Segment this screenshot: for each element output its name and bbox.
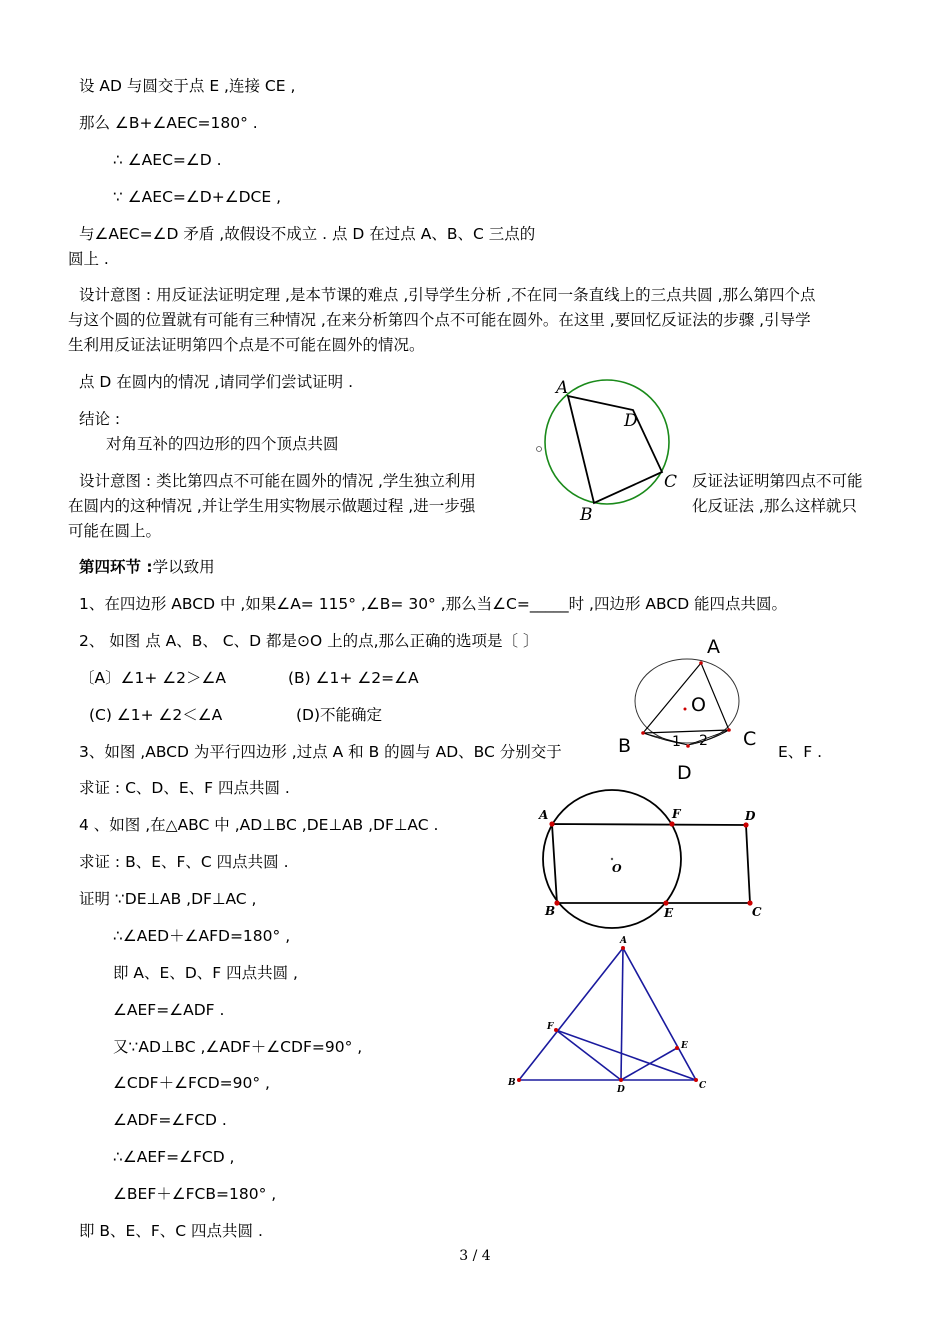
q4-proof-line-10: 即 B、E、F、C 四点共圆 .: [79, 1222, 263, 1240]
fig4-segment-df: [556, 1030, 621, 1080]
design-intent-1-line-3: 生利用反证法证明第四个点是不可能在圆外的情况。: [68, 336, 425, 354]
fig2-point-b: [641, 731, 645, 735]
question-2-option-d: (D)不能确定: [296, 706, 383, 724]
fig4-label-d: D: [617, 1085, 625, 1095]
fig3-label-b: B: [545, 904, 556, 918]
fig1-stray-mark: [537, 447, 542, 452]
design-intent-2-line-2: 在圆内的这种情况 ,并让学生用实物展示做题过程 ,进一步强: [68, 497, 476, 515]
fig3-label-a: A: [539, 808, 549, 822]
fig3-label-d: D: [745, 809, 756, 823]
question-4-prove: 求证 : B、E、F、C 四点共圆 .: [79, 853, 289, 871]
fig4-label-b: B: [508, 1078, 516, 1088]
fig4-label-a: A: [620, 936, 627, 946]
fig4-point-a: [621, 946, 625, 950]
figure-cyclic-quadrilateral: [530, 372, 680, 525]
proof-line-1: 设 AD 与圆交于点 E ,连接 CE ,: [79, 77, 296, 95]
fig3-center-o: [611, 858, 613, 860]
fig2-point-c: [727, 728, 731, 732]
fig4-point-d: [619, 1078, 623, 1082]
design-intent-2-line-1-right: 反证法证明第四点不可能: [692, 472, 863, 490]
proof-line-6: 圆上 .: [68, 250, 109, 268]
fig4-label-c: C: [699, 1081, 707, 1091]
fig2-label-2: 2: [699, 733, 708, 749]
fig4-point-b: [517, 1078, 521, 1082]
figure-triangle-altitude: [500, 930, 720, 1100]
design-intent-2-line-3: 可能在圆上。: [68, 522, 162, 540]
fig4-label-f: F: [547, 1022, 554, 1032]
design-intent-1-line-2: 与这个圆的位置就有可能有三种情况 ,在来分析第四个点不可能在圆外。在这里 ,要回忆反证法的步骤 ,引导学: [68, 311, 811, 329]
fig2-label-c: C: [743, 728, 757, 750]
q4-proof-line-6: ∠CDF＋∠FCD=90° ,: [113, 1074, 270, 1092]
question-3-stem: 3、如图 ,ABCD 为平行四边形 ,过点 A 和 B 的圆与 AD、BC 分别交于: [79, 743, 562, 761]
fig4-label-e: E: [681, 1041, 688, 1051]
question-2-option-a: 〔A〕∠1+ ∠2＞∠A: [79, 669, 227, 687]
fig2-center-o: [684, 708, 687, 711]
fig3-label-c: C: [752, 905, 762, 919]
fig2-label-1: 1: [672, 734, 681, 750]
fig3-point-b: [554, 900, 559, 905]
inside-case-text: 点 D 在圆内的情况 ,请同学们尝试证明 .: [79, 373, 353, 391]
fig2-label-a: A: [707, 636, 720, 658]
fig1-label-d: D: [624, 411, 638, 431]
section-4-subtitle: 学以致用: [152, 558, 215, 576]
fig2-chord-bd: [643, 733, 688, 745]
fig3-label-e: E: [664, 906, 674, 920]
fig3-parallelogram: [552, 824, 750, 903]
fig3-point-e: [663, 900, 668, 905]
figure-circle-triangle: [615, 633, 775, 783]
fig1-label-b: B: [580, 505, 593, 525]
q4-proof-line-7: ∠ADF=∠FCD .: [113, 1111, 227, 1129]
question-2-option-c: (C) ∠1+ ∠2＜∠A: [89, 706, 223, 724]
design-intent-1-line-1: 设计意图 : 用反证法证明定理 ,是本节课的难点 ,引导学生分析 ,不在同一条直线上的三点共圆 ,那么第四个点: [79, 286, 816, 304]
fig3-label-o: O: [612, 862, 622, 875]
fig2-label-o: O: [691, 694, 706, 716]
q4-proof-line-5: 又∵AD⊥BC ,∠ADF＋∠CDF=90° ,: [113, 1038, 363, 1056]
proof-line-4: ∵ ∠AEC=∠D+∠DCE ,: [113, 188, 282, 206]
q4-proof-line-2: ∴∠AED＋∠AFD=180° ,: [113, 927, 291, 945]
q4-proof-line-9: ∠BEF＋∠FCB=180° ,: [113, 1185, 277, 1203]
design-intent-2-line-1: 设计意图 : 类比第四点不可能在圆外的情况 ,学生独立利用: [79, 472, 476, 490]
page-number: 3 / 4: [459, 1248, 491, 1264]
section-4-title: 第四环节 :: [79, 558, 153, 576]
proof-line-5: 与∠AEC=∠D 矛盾 ,故假设不成立 . 点 D 在过点 A、B、C 三点的: [79, 225, 536, 243]
fig2-chord-dc: [688, 730, 729, 745]
fig1-label-a: A: [556, 378, 569, 398]
fig2-label-b: B: [618, 735, 632, 757]
fig3-point-f: [669, 821, 674, 826]
question-3-stem-end: E、F .: [778, 743, 823, 761]
fig2-point-d: [686, 744, 690, 748]
conclusion-text: 对角互补的四边形的四个顶点共圆: [106, 435, 339, 453]
fig3-label-f: F: [672, 807, 681, 821]
fig3-point-d: [743, 822, 748, 827]
fig4-altitude-ad: [621, 948, 623, 1080]
fig1-circle: [545, 380, 669, 504]
design-intent-2-line-2-right: 化反证法 ,那么这样就只: [692, 497, 857, 515]
proof-line-2: 那么 ∠B+∠AEC=180° .: [79, 114, 258, 132]
proof-line-3: ∴ ∠AEC=∠D .: [113, 151, 222, 169]
fig2-triangle: [643, 663, 729, 733]
question-4-stem: 4 、如图 ,在△ABC 中 ,AD⊥BC ,DE⊥AB ,DF⊥AC .: [79, 816, 439, 834]
fig1-label-c: C: [664, 472, 678, 492]
fig2-label-d: D: [677, 762, 692, 784]
question-1: 1、在四边形 ABCD 中 ,如果∠A= 115° ,∠B= 30° ,那么当∠C=_____时 ,四边形 ABCD 能四点共圆。: [79, 595, 788, 613]
fig4-segment-fc: [556, 1030, 696, 1080]
fig1-quadrilateral: [568, 396, 662, 503]
fig4-point-f: [554, 1028, 558, 1032]
fig4-point-c: [694, 1078, 698, 1082]
figure-parallelogram-circle: [530, 780, 780, 940]
fig2-point-a: [699, 661, 703, 665]
fig3-point-a: [549, 821, 554, 826]
fig4-triangle-abc: [519, 948, 696, 1080]
question-2-stem: 2、 如图 点 A、B、 C、D 都是⊙O 上的点,那么正确的选项是〔 〕: [79, 632, 539, 650]
q4-proof-line-1: 证明 ∵DE⊥AB ,DF⊥AC ,: [79, 890, 257, 908]
conclusion-label: 结论 :: [79, 410, 121, 428]
fig4-point-e: [675, 1046, 679, 1050]
question-2-option-b: (B) ∠1+ ∠2=∠A: [288, 669, 419, 687]
q4-proof-line-8: ∴∠AEF=∠FCD ,: [113, 1148, 235, 1166]
q4-proof-line-4: ∠AEF=∠ADF .: [113, 1001, 225, 1019]
q4-proof-line-3: 即 A、E、D、F 四点共圆 ,: [113, 964, 298, 982]
question-3-prove: 求证 : C、D、E、F 四点共圆 .: [79, 779, 290, 797]
section-4-heading: [79, 557, 215, 577]
